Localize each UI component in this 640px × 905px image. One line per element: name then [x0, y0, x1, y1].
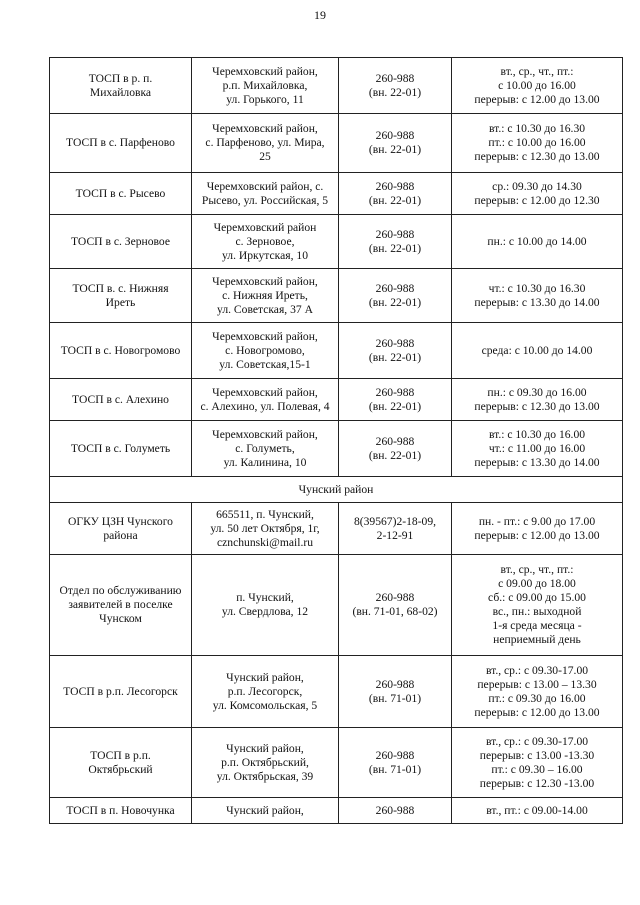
office-name-cell: ТОСП в р.п. Октябрьский	[50, 728, 192, 798]
table-row	[50, 215, 623, 269]
office-name-cell: Отдел по обслуживанию заявителей в поселке Чунском	[50, 555, 192, 656]
table-row	[50, 555, 623, 656]
table-row	[50, 379, 623, 421]
phone-cell: 260-988 (вн. 22-01)	[339, 114, 452, 173]
address-cell: Чунский район,	[192, 798, 339, 824]
table-row	[50, 173, 623, 215]
phone-cell: 8(39567)2-18-09, 2-12-91	[339, 503, 452, 555]
phone-cell: 260-988 (вн. 22-01)	[339, 173, 452, 215]
address-cell: Черемховский район, с. Рысево, ул. Российская, 5	[192, 173, 339, 215]
phone-cell: 260-988	[339, 798, 452, 824]
table-row	[50, 323, 623, 379]
hours-cell: чт.: с 10.30 до 16.30 перерыв: с 13.30 до 14.00	[452, 269, 623, 323]
hours-cell: вт., ср., чт., пт.: с 10.00 до 16.00 перерыв: с 12.00 до 13.00	[452, 58, 623, 114]
section-heading: Чунский район	[50, 477, 623, 503]
table-row	[50, 421, 623, 477]
address-cell: Черемховский район, с. Алехино, ул. Полевая, 4	[192, 379, 339, 421]
phone-cell: 260-988 (вн. 22-01)	[339, 58, 452, 114]
office-name-cell: ТОСП в р. п. Михайловка	[50, 58, 192, 114]
phone-cell: 260-988 (вн. 22-01)	[339, 323, 452, 379]
address-cell: Черемховский район, с. Нижняя Иреть, ул. Советская, 37 А	[192, 269, 339, 323]
phone-cell: 260-988 (вн. 71-01, 68-02)	[339, 555, 452, 656]
hours-cell: вт., пт.: с 09.00-14.00	[452, 798, 623, 824]
phone-cell: 260-988 (вн. 22-01)	[339, 421, 452, 477]
hours-cell: вт., ср.: с 09.30-17.00 перерыв: с 13.00 -13.30 пт.: с 09.30 – 16.00 перерыв: с 12.30 -13.00	[452, 728, 623, 798]
address-cell: Черемховский район, с. Новогромово, ул. Советская,15-1	[192, 323, 339, 379]
phone-cell: 260-988 (вн. 71-01)	[339, 728, 452, 798]
address-cell: 665511, п. Чунский, ул. 50 лет Октября, 1г, cznchunski@mail.ru	[192, 503, 339, 555]
address-cell: п. Чунский, ул. Свердлова, 12	[192, 555, 339, 656]
table-row	[50, 656, 623, 728]
address-cell: Черемховский район с. Зерновое, ул. Иркутская, 10	[192, 215, 339, 269]
table-row	[50, 503, 623, 555]
phone-cell: 260-988 (вн. 22-01)	[339, 379, 452, 421]
office-name-cell: ОГКУ ЦЗН Чунского района	[50, 503, 192, 555]
phone-cell: 260-988 (вн. 22-01)	[339, 269, 452, 323]
offices-table	[49, 57, 623, 824]
table-row	[50, 798, 623, 824]
hours-cell: среда: с 10.00 до 14.00	[452, 323, 623, 379]
hours-cell: пн.: с 10.00 до 14.00	[452, 215, 623, 269]
office-name-cell: ТОСП в с. Голуметь	[50, 421, 192, 477]
address-cell: Черемховский район, с. Парфеново, ул. Мира, 25	[192, 114, 339, 173]
office-name-cell: ТОСП в с. Новогромово	[50, 323, 192, 379]
table-row	[50, 114, 623, 173]
office-name-cell: ТОСП в п. Новочунка	[50, 798, 192, 824]
office-name-cell: ТОСП в р.п. Лесогорск	[50, 656, 192, 728]
hours-cell: вт., ср., чт., пт.: с 09.00 до 18.00 сб.: с 09.00 до 15.00 вс., пн.: выходной 1-я среда месяца - неприемный день	[452, 555, 623, 656]
page-number: 19	[314, 8, 326, 22]
section-row	[50, 477, 623, 503]
address-cell: Чунский район, р.п. Октябрьский, ул. Октябрьская, 39	[192, 728, 339, 798]
table-row	[50, 58, 623, 114]
office-name-cell: ТОСП в с. Парфеново	[50, 114, 192, 173]
phone-cell: 260-988 (вн. 22-01)	[339, 215, 452, 269]
address-cell: Черемховский район, с. Голуметь, ул. Калинина, 10	[192, 421, 339, 477]
hours-cell: пн.: с 09.30 до 16.00 перерыв: с 12.30 до 13.00	[452, 379, 623, 421]
hours-cell: вт., ср.: с 09.30-17.00 перерыв: с 13.00 – 13.30 пт.: с 09.30 до 16.00 перерыв: с 12.00 до 13.00	[452, 656, 623, 728]
office-name-cell: ТОСП в с. Алехино	[50, 379, 192, 421]
phone-cell: 260-988 (вн. 71-01)	[339, 656, 452, 728]
hours-cell: вт.: с 10.30 до 16.30 пт.: с 10.00 до 16.00 перерыв: с 12.30 до 13.00	[452, 114, 623, 173]
hours-cell: вт.: с 10.30 до 16.00 чт.: с 11.00 до 16.00 перерыв: с 13.30 до 14.00	[452, 421, 623, 477]
address-cell: Чунский район, р.п. Лесогорск, ул. Комсомольская, 5	[192, 656, 339, 728]
address-cell: Черемховский район, р.п. Михайловка, ул. Горького, 11	[192, 58, 339, 114]
table-row	[50, 269, 623, 323]
office-name-cell: ТОСП в с. Зерновое	[50, 215, 192, 269]
office-name-cell: ТОСП в с. Рысево	[50, 173, 192, 215]
office-name-cell: ТОСП в. с. Нижняя Иреть	[50, 269, 192, 323]
table-row	[50, 728, 623, 798]
hours-cell: ср.: 09.30 до 14.30 перерыв: с 12.00 до 12.30	[452, 173, 623, 215]
hours-cell: пн. - пт.: с 9.00 до 17.00 перерыв: с 12.00 до 13.00	[452, 503, 623, 555]
